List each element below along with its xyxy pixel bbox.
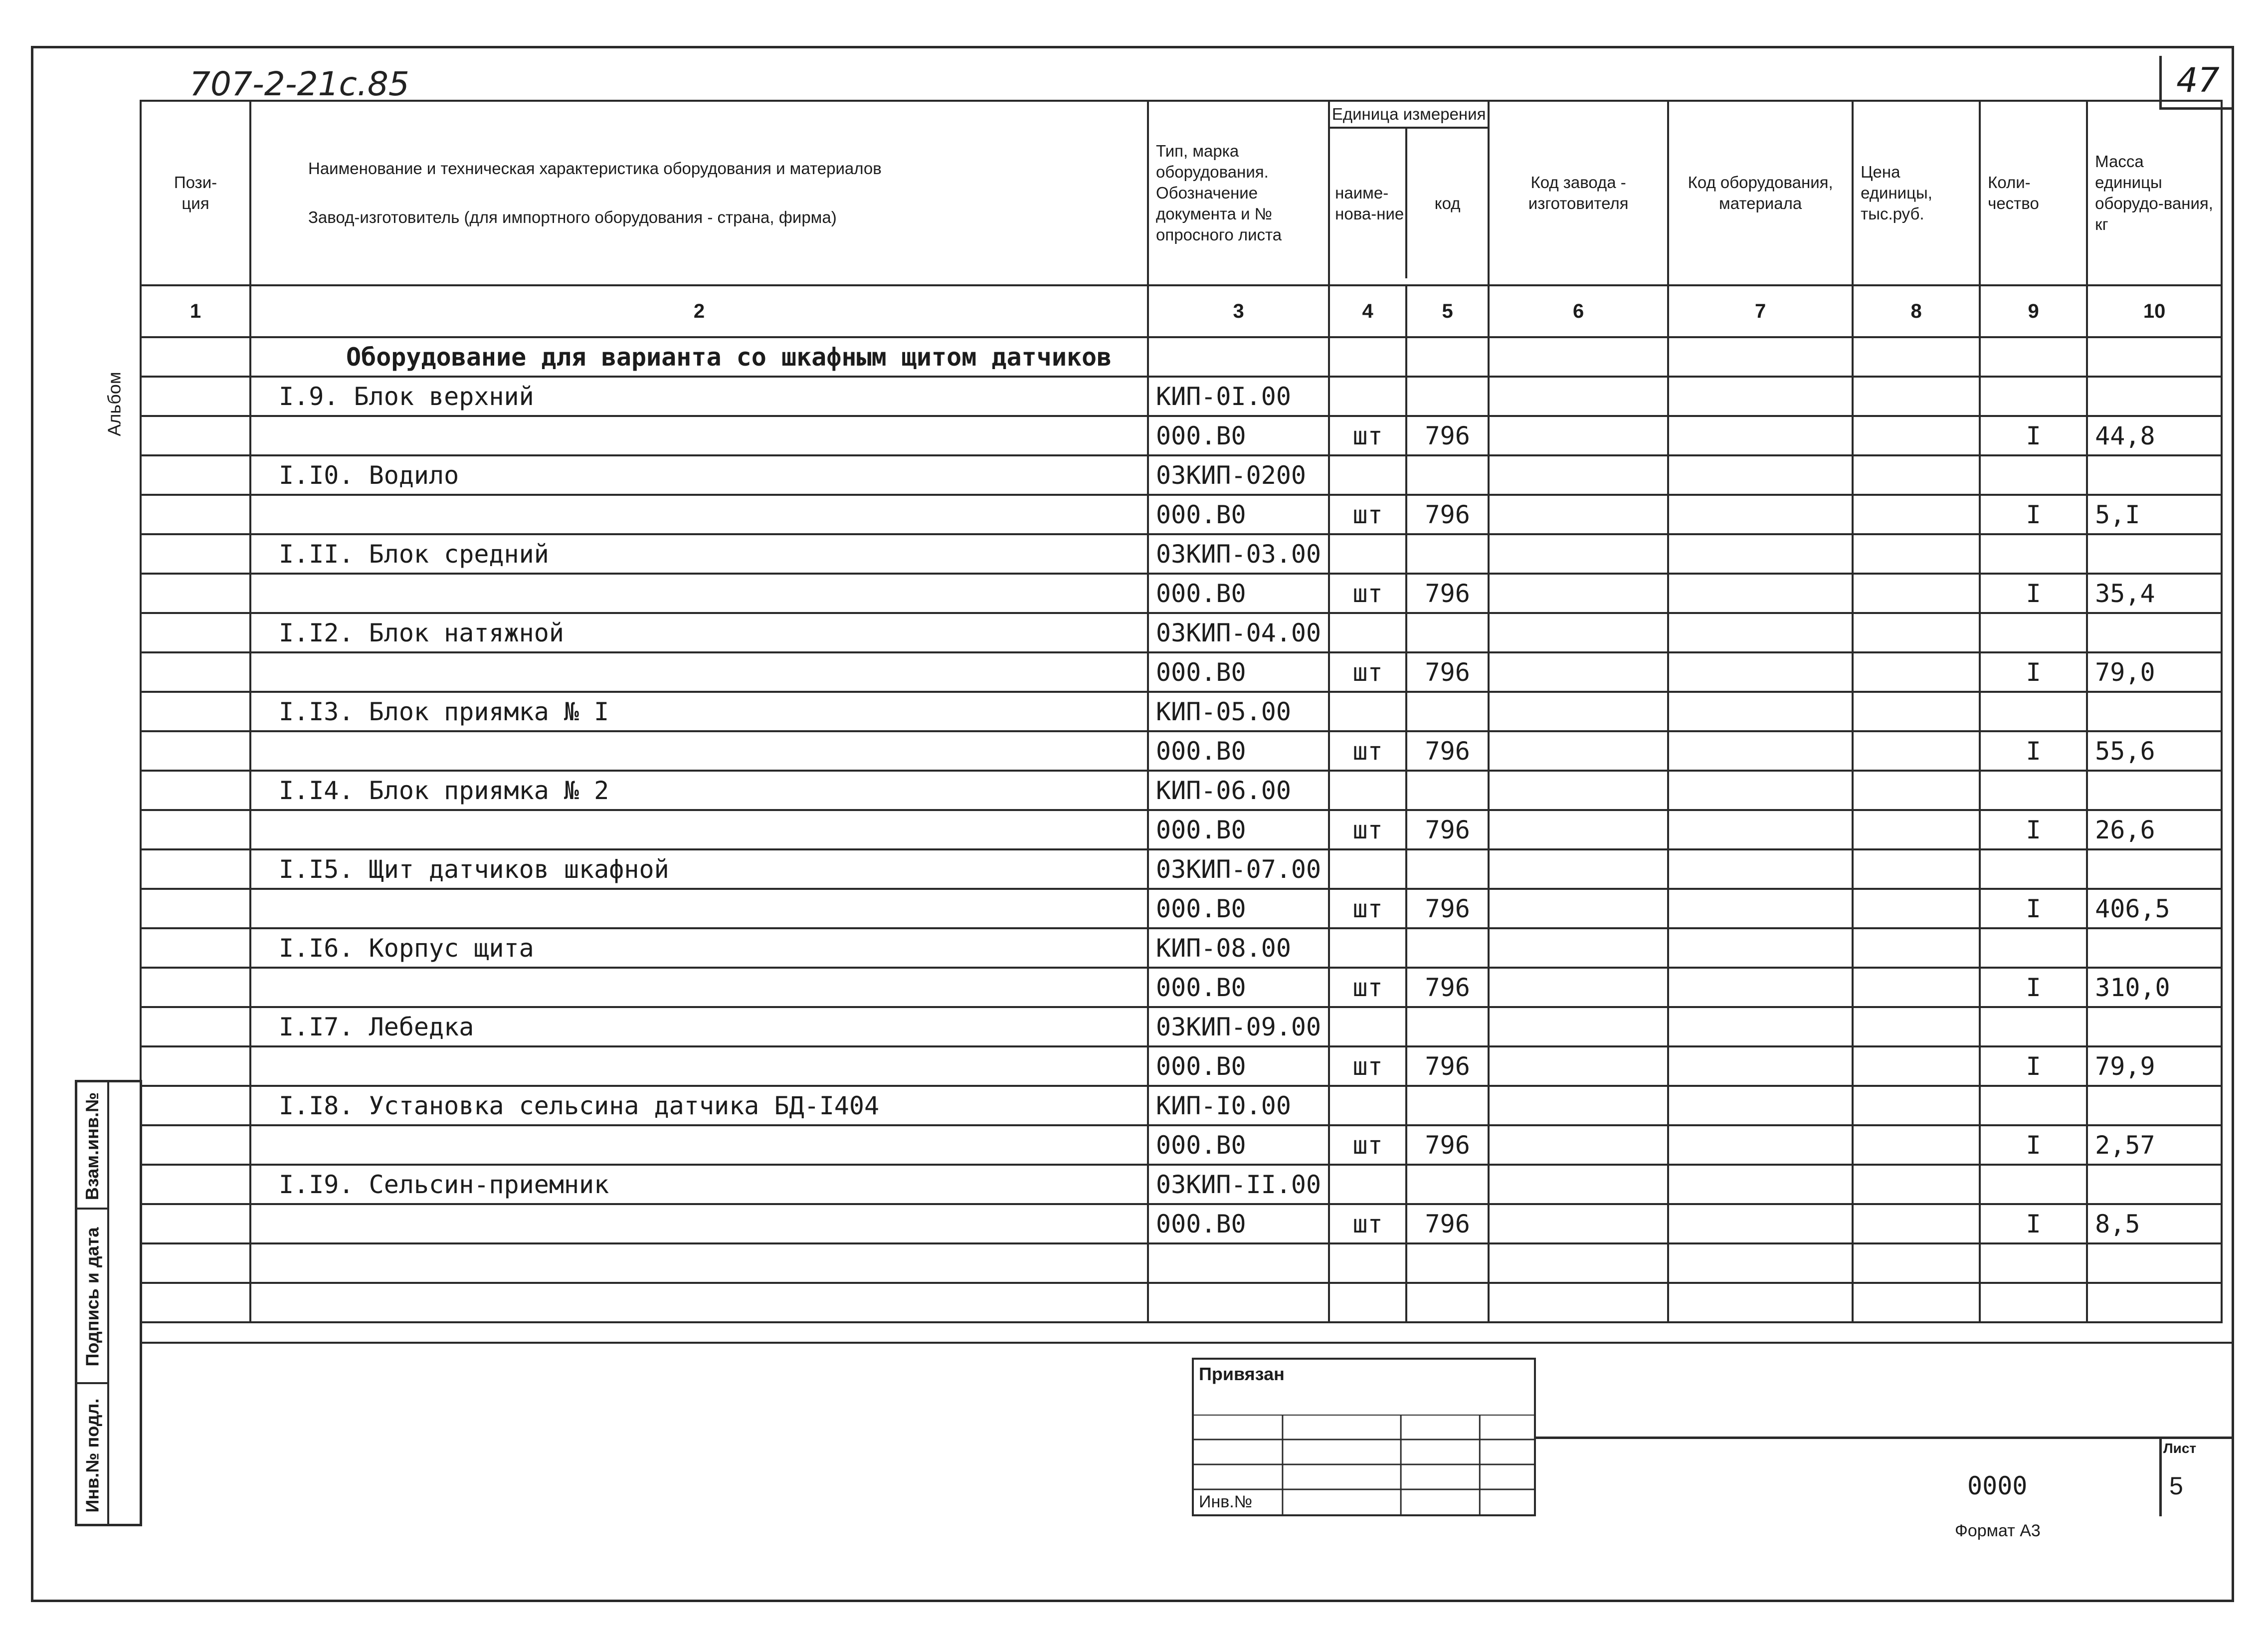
item-name: I.I6. Корпус щита bbox=[250, 928, 1148, 968]
item-unit-code: 796 bbox=[1406, 1046, 1489, 1086]
item-type: 03КИП-03.00 bbox=[1148, 534, 1329, 574]
header-unit bbox=[1329, 101, 1489, 285]
item-unit: шт bbox=[1329, 495, 1406, 534]
item-name: I.I3. Блок приямка № I bbox=[250, 692, 1148, 731]
item-type: КИП-06.00 bbox=[1148, 771, 1329, 810]
strip-replacement-inv: Взам.инв.№ bbox=[82, 1092, 102, 1200]
item-unit: шт bbox=[1329, 810, 1406, 849]
item-detail-row bbox=[141, 731, 2222, 771]
item-name-row bbox=[141, 534, 2222, 574]
item-detail-row bbox=[141, 968, 2222, 1007]
header-name-line2: Завод-изготовитель (для импортного оборудования - страна, фирма) bbox=[308, 208, 837, 226]
item-unit-code: 796 bbox=[1406, 495, 1489, 534]
item-quantity: I bbox=[1980, 1046, 2087, 1086]
title-block-code: 0000 bbox=[1967, 1471, 2028, 1500]
empty-row bbox=[141, 1283, 2222, 1322]
empty-row bbox=[141, 1243, 2222, 1283]
item-name-row bbox=[141, 928, 2222, 968]
header-unit-name: наиме-нова-ние bbox=[1330, 129, 1407, 278]
item-unit: шт bbox=[1329, 1204, 1406, 1243]
item-quantity: I bbox=[1980, 652, 2087, 692]
approval-strip bbox=[75, 1080, 142, 1526]
item-detail-row bbox=[141, 574, 2222, 613]
item-detail-row bbox=[141, 416, 2222, 455]
item-unit: шт bbox=[1329, 968, 1406, 1007]
column-number: 8 bbox=[1853, 285, 1980, 337]
item-name-row bbox=[141, 1007, 2222, 1046]
item-name-row bbox=[141, 1165, 2222, 1204]
item-unit-code: 796 bbox=[1406, 652, 1489, 692]
item-detail-row bbox=[141, 495, 2222, 534]
item-doc: 000.В0 bbox=[1148, 416, 1329, 455]
item-mass: 26,6 bbox=[2087, 810, 2222, 849]
strip-original-inv: Инв.№ подл. bbox=[82, 1398, 102, 1512]
item-unit: шт bbox=[1329, 731, 1406, 771]
item-mass: 2,57 bbox=[2087, 1125, 2222, 1165]
specification-table bbox=[140, 100, 2223, 1323]
item-detail-row bbox=[141, 889, 2222, 928]
item-name: I.I7. Лебедка bbox=[250, 1007, 1148, 1046]
column-number: 5 bbox=[1406, 285, 1489, 337]
item-quantity: I bbox=[1980, 416, 2087, 455]
item-quantity: I bbox=[1980, 1204, 2087, 1243]
item-doc: 000.В0 bbox=[1148, 652, 1329, 692]
album-label: Альбом bbox=[104, 372, 125, 436]
item-doc: 000.В0 bbox=[1148, 574, 1329, 613]
section-title: Оборудование для варианта со шкафным щитом датчиков bbox=[250, 337, 1148, 377]
item-doc: 000.В0 bbox=[1148, 1046, 1329, 1086]
item-type: 03КИП-07.00 bbox=[1148, 849, 1329, 889]
section-title-row bbox=[141, 337, 2222, 377]
item-name-row bbox=[141, 613, 2222, 652]
item-unit-code: 796 bbox=[1406, 574, 1489, 613]
item-name: I.I5. Щит датчиков шкафной bbox=[250, 849, 1148, 889]
header-unit-title: Единица измерения bbox=[1330, 102, 1488, 129]
item-detail-row bbox=[141, 652, 2222, 692]
item-mass: 406,5 bbox=[2087, 889, 2222, 928]
item-unit: шт bbox=[1329, 416, 1406, 455]
stamp-inv-label: Инв.№ bbox=[1199, 1492, 1253, 1511]
strip-signature-date: Подпись и дата bbox=[82, 1227, 102, 1367]
item-quantity: I bbox=[1980, 1125, 2087, 1165]
item-type: КИП-05.00 bbox=[1148, 692, 1329, 731]
header-plant-code: Код завода - изготовителя bbox=[1489, 101, 1668, 285]
item-type: 03КИП-09.00 bbox=[1148, 1007, 1329, 1046]
column-number: 3 bbox=[1148, 285, 1329, 337]
bottom-frame bbox=[140, 1342, 2234, 1516]
item-mass: 55,6 bbox=[2087, 731, 2222, 771]
item-quantity: I bbox=[1980, 495, 2087, 534]
item-unit: шт bbox=[1329, 652, 1406, 692]
item-quantity: I bbox=[1980, 968, 2087, 1007]
header-quantity: Коли-чество bbox=[1980, 101, 2087, 285]
item-detail-row bbox=[141, 1204, 2222, 1243]
item-unit: шт bbox=[1329, 1125, 1406, 1165]
item-name: I.II. Блок средний bbox=[250, 534, 1148, 574]
item-name: I.I4. Блок приямка № 2 bbox=[250, 771, 1148, 810]
stamp-title: Привязан bbox=[1199, 1364, 1285, 1384]
item-name: I.9. Блок верхний bbox=[250, 377, 1148, 416]
item-unit-code: 796 bbox=[1406, 1125, 1489, 1165]
column-number: 1 bbox=[141, 285, 250, 337]
column-number-row bbox=[141, 285, 2222, 337]
item-mass: 44,8 bbox=[2087, 416, 2222, 455]
item-type: 03КИП-0200 bbox=[1148, 455, 1329, 495]
column-number: 2 bbox=[250, 285, 1148, 337]
item-doc: 000.В0 bbox=[1148, 810, 1329, 849]
binding-stamp bbox=[1192, 1358, 1536, 1516]
item-mass: 35,4 bbox=[2087, 574, 2222, 613]
item-mass: 310,0 bbox=[2087, 968, 2222, 1007]
item-type: КИП-I0.00 bbox=[1148, 1086, 1329, 1125]
title-block-line bbox=[1536, 1437, 2234, 1439]
column-number: 4 bbox=[1329, 285, 1406, 337]
item-quantity: I bbox=[1980, 889, 2087, 928]
item-name-row bbox=[141, 849, 2222, 889]
header-position: Пози- ция bbox=[141, 101, 250, 285]
item-mass: 8,5 bbox=[2087, 1204, 2222, 1243]
column-number: 7 bbox=[1668, 285, 1853, 337]
item-unit-code: 796 bbox=[1406, 731, 1489, 771]
item-detail-row bbox=[141, 810, 2222, 849]
sheet-top-number: 47 bbox=[2159, 56, 2234, 110]
column-number: 6 bbox=[1489, 285, 1668, 337]
item-type: 03КИП-II.00 bbox=[1148, 1165, 1329, 1204]
item-name-row bbox=[141, 692, 2222, 731]
item-doc: 000.В0 bbox=[1148, 968, 1329, 1007]
item-name: I.I9. Сельсин-приемник bbox=[250, 1165, 1148, 1204]
item-name-row bbox=[141, 1086, 2222, 1125]
header-unit-code: код bbox=[1434, 194, 1461, 212]
item-detail-row bbox=[141, 1046, 2222, 1086]
header-type: Тип, марка оборудования. Обозначение документа и № опросного листа bbox=[1148, 101, 1329, 285]
item-name: I.I8. Установка сельсина датчика БД-I404 bbox=[250, 1086, 1148, 1125]
item-name-row bbox=[141, 455, 2222, 495]
item-doc: 000.В0 bbox=[1148, 889, 1329, 928]
header-name bbox=[250, 101, 1148, 285]
header-equipment-code: Код оборудования, материала bbox=[1668, 101, 1853, 285]
item-name-row bbox=[141, 771, 2222, 810]
item-unit-code: 796 bbox=[1406, 968, 1489, 1007]
item-type: 03КИП-04.00 bbox=[1148, 613, 1329, 652]
table-body bbox=[141, 337, 2222, 1322]
format-label: Формат А3 bbox=[1955, 1521, 2041, 1540]
item-doc: 000.В0 bbox=[1148, 1204, 1329, 1243]
item-unit-code: 796 bbox=[1406, 889, 1489, 928]
item-doc: 000.В0 bbox=[1148, 731, 1329, 771]
sheet-number: 5 bbox=[2169, 1472, 2183, 1500]
item-quantity: I bbox=[1980, 731, 2087, 771]
item-name: I.I2. Блок натяжной bbox=[250, 613, 1148, 652]
item-name: I.I0. Водило bbox=[250, 455, 1148, 495]
item-doc: 000.В0 bbox=[1148, 1125, 1329, 1165]
item-unit-code: 796 bbox=[1406, 416, 1489, 455]
header-mass: Масса единицы оборудо-вания, кг bbox=[2087, 101, 2222, 285]
header-name-line1: Наименование и техническая характеристика оборудования и материалов bbox=[308, 159, 882, 178]
item-name-row bbox=[141, 377, 2222, 416]
item-type: КИП-0I.00 bbox=[1148, 377, 1329, 416]
header-row bbox=[141, 101, 2222, 285]
item-mass: 79,9 bbox=[2087, 1046, 2222, 1086]
item-unit: шт bbox=[1329, 574, 1406, 613]
document-code: 707-2-21с.85 bbox=[189, 65, 409, 103]
item-quantity: I bbox=[1980, 810, 2087, 849]
item-mass: 5,I bbox=[2087, 495, 2222, 534]
item-unit: шт bbox=[1329, 1046, 1406, 1086]
sheet-label: Лист bbox=[2163, 1440, 2197, 1456]
item-detail-row bbox=[141, 1125, 2222, 1165]
item-quantity: I bbox=[1980, 574, 2087, 613]
item-type: КИП-08.00 bbox=[1148, 928, 1329, 968]
column-number: 10 bbox=[2087, 285, 2222, 337]
item-unit-code: 796 bbox=[1406, 810, 1489, 849]
item-unit: шт bbox=[1329, 889, 1406, 928]
item-mass: 79,0 bbox=[2087, 652, 2222, 692]
item-unit-code: 796 bbox=[1406, 1204, 1489, 1243]
column-number: 9 bbox=[1980, 285, 2087, 337]
item-doc: 000.В0 bbox=[1148, 495, 1329, 534]
header-price: Цена единицы, тыс.руб. bbox=[1853, 101, 1980, 285]
